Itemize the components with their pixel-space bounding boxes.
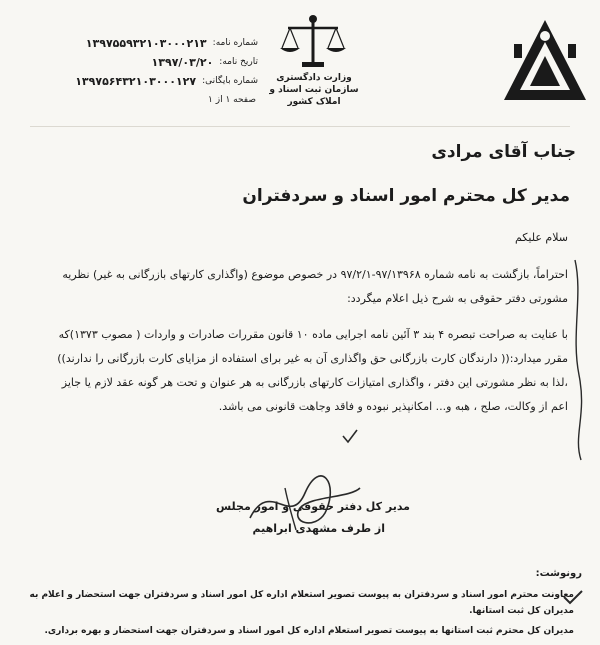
letter-meta [38,34,258,110]
archive-row [38,72,258,91]
letter-number-row [38,34,258,53]
letter-number-label: شماره نامه: [212,38,258,48]
ministry-name [268,72,360,108]
recipient-name: جناب آقای مرادی [431,142,576,162]
ministry-line-2: سازمان ثبت اسناد و املاک کشور [269,85,359,107]
date-row [38,53,258,72]
cc-line-3: مدیران کل محترم ثبت استانها به پیوست تصویر استعلام اداره کل امور اسناد و سردفتران جهت استحضار و بهره برداری. [44,626,574,636]
page-number: صفحه ۱ از ۱ [208,95,256,105]
cc-line-1: معاونت محترم امور اسناد و سردفتران به پیوست تصویر استعلام اداره کل امور اسناد و سردفتران جهت استحضار و اعلام به [29,590,574,600]
registration-organization-logo-icon [500,16,590,106]
date-label: تاریخ نامه: [219,57,258,67]
archive-label: شماره بایگانی: [202,76,258,86]
page-row [38,91,258,110]
archive-number: ۱۳۹۷۵۶۴۳۲۱۰۳۰۰۰۱۲۷ [75,75,197,88]
cc-title: رونوشت: [535,568,582,579]
ministry-line-1: وزارت دادگستری [276,73,352,83]
greeting: سلام علیکم [514,231,568,244]
signature-title: مدیر کل دفتر حقوقی و امور مجلس [215,500,410,513]
cc-line-2: مدیران کل ثبت استانها. [469,606,574,616]
body-line-3: با عنایت به صراحت تبصره ۴ بند ۳ آئین نامه اجرایی ماده ۱۰ قانون مقررات صادرات و واردات ( مصوب ۱۳۷۳)که [58,328,568,341]
body-line-5: ،لذا به نظر مشورتی این دفتر ، واگذاری امتیازات کارتهای بازرگانی به هر عنوان و تحت هر گونه عقد لازم یا جایز [61,376,568,389]
pen-tick-icon [340,426,360,446]
body-line-1: احتراماً، بازگشت به نامه شماره ۹۷/۱۳۹۶۸-۹۷/۲/۱ در خصوص موضوع (واگذاری کارتهای بازرگانی به غیر) نظریه [62,268,568,281]
header-divider [30,126,570,127]
body-line-6: اعم از وکالت، صلح ، هبه و... امکانپذیر نبوده و فاقد وجاهت قانونی می باشد. [218,400,568,413]
signature-name: از طرف مشهدی ابراهیم [252,522,385,535]
letter-number: ۱۳۹۷۵۵۹۳۲۱۰۳۰۰۰۲۱۳ [85,37,207,50]
body-line-2: مشورتی دفتر حقوقی به شرح ذیل اعلام میگردد: [347,292,568,305]
recipient-title: مدیر کل محترم امور اسناد و سردفتران [242,186,570,206]
handwritten-signature-icon [230,468,370,538]
margin-pen-mark-icon [565,255,595,465]
letter-date: ۱۳۹۷/۰۳/۲۰ [151,56,214,69]
scales-of-justice-emblem-icon [268,12,358,72]
body-line-4: مقرر میدارد:(( دارندگان کارت بازرگانی حق واگذاری آن به غیر برای استفاده از مزایای کارت بازرگانی را ندارند)) [57,352,568,365]
